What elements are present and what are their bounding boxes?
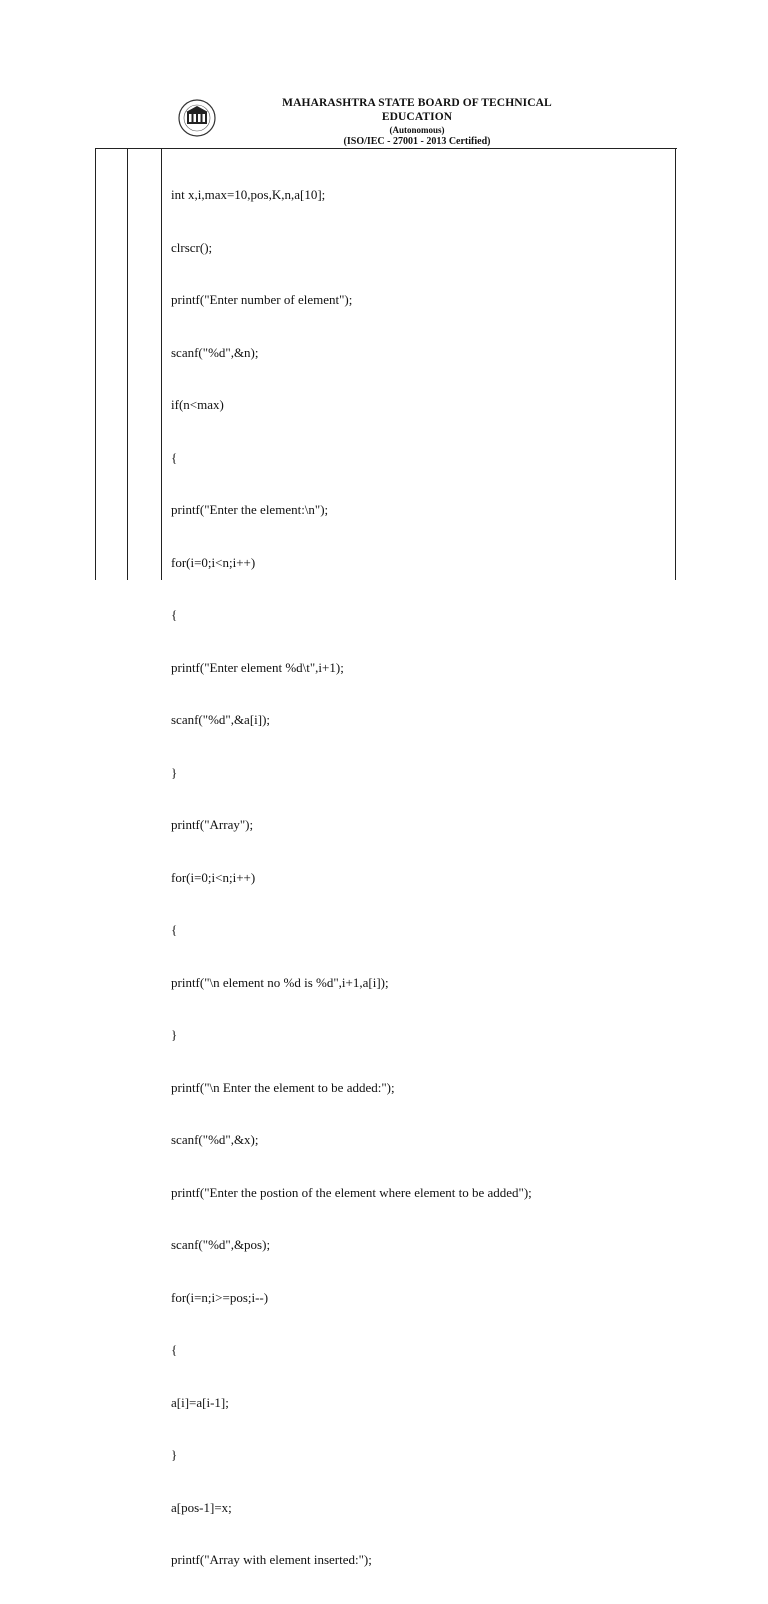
code-line: { <box>171 922 178 937</box>
code-listing <box>171 151 671 1604</box>
code-line: int x,i,max=10,pos,K,n,a[10]; <box>171 187 326 202</box>
code-line: printf("Enter element %d\t",i+1); <box>171 659 344 675</box>
code-line: } <box>171 1027 178 1042</box>
header-text <box>254 96 580 148</box>
code-line: printf("Array with element inserted:"); <box>171 1552 372 1567</box>
table-border-right <box>675 148 676 580</box>
answer-table <box>95 148 677 1567</box>
code-line: printf("\n element no %d is %d",i+1,a[i]); <box>171 974 389 990</box>
certification-label: (ISO/IEC - 27001 - 2013 Certified) <box>343 136 491 147</box>
code-line: scanf("%d",&n); <box>171 344 259 360</box>
code-line: printf("Enter number of element"); <box>171 292 353 307</box>
msbte-seal-icon <box>176 98 218 138</box>
code-line: printf("\n Enter the element to be added:"); <box>171 1079 395 1095</box>
autonomous-label: (Autonomous) <box>389 125 445 135</box>
code-line: printf("Enter the postion of the element where element to be added"); <box>171 1184 532 1200</box>
code-line: printf("Enter the element:\n"); <box>171 502 329 517</box>
code-line: printf("Array"); <box>171 817 254 832</box>
table-column-divider <box>127 148 128 580</box>
code-line: clrscr(); <box>171 239 213 255</box>
table-column-divider <box>161 148 162 580</box>
board-title: MAHARASHTRA STATE BOARD OF TECHNICAL EDUCATION <box>282 97 552 123</box>
code-line: for(i=0;i<n;i++) <box>171 554 256 570</box>
code-line: } <box>171 1447 178 1462</box>
code-line: scanf("%d",&a[i]); <box>171 712 271 727</box>
table-top-border <box>95 148 677 149</box>
code-line: a[i]=a[i-1]; <box>171 1394 229 1410</box>
code-line: a[pos-1]=x; <box>171 1499 232 1515</box>
code-line: for(i=0;i<n;i++) <box>171 869 256 885</box>
code-line: { <box>171 1342 178 1357</box>
code-line: { <box>171 449 178 465</box>
code-line: } <box>171 764 178 780</box>
code-line: { <box>171 607 178 622</box>
table-border-left <box>95 148 96 580</box>
code-line: scanf("%d",&pos); <box>171 1237 271 1252</box>
code-line: scanf("%d",&x); <box>171 1132 259 1147</box>
document-header <box>176 96 596 147</box>
code-line: if(n<max) <box>171 397 224 412</box>
code-line: for(i=n;i>=pos;i--) <box>171 1289 269 1305</box>
